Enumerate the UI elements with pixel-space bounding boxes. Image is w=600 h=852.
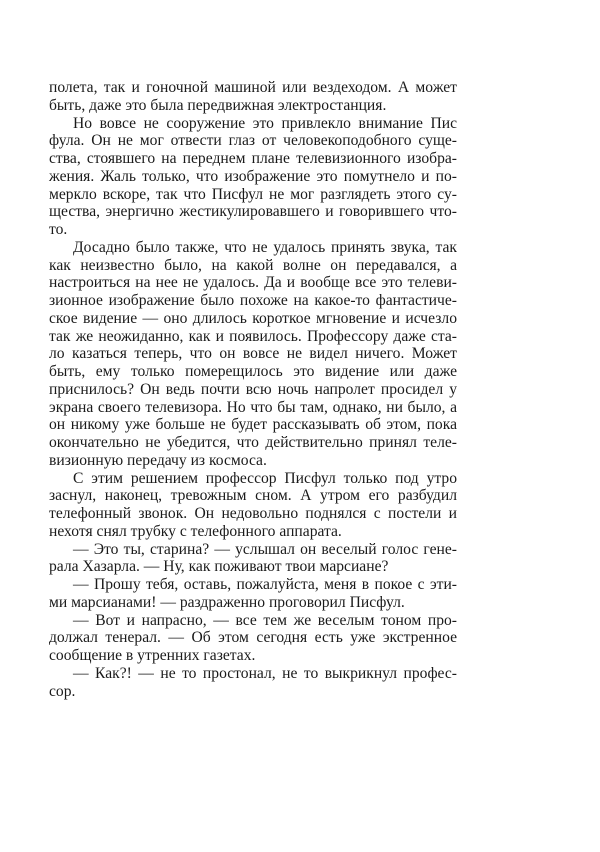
paragraph-first-line: — Это ты, старина? — услышал он веселый голос гене- [73,540,457,558]
text-line: нехотя снял трубку с телефонного аппарата. [49,522,342,540]
paragraph-first-line: — Прошу тебя, оставь, пожалуйста, меня в покое с эти- [73,576,457,593]
text-line: экрана своего телевизора. Но что бы там, однако, ни было, а [49,398,457,416]
text-line: ми марсианами! — раздраженно проговорил Писфул. [49,593,405,611]
text-line: настроиться на нее не удалось. Да и вообще все это телеви- [49,274,457,292]
text-line: он никому уже больше не будет рассказывать об этом, пока [49,416,457,434]
text-line: сор. [49,682,76,700]
paragraph-first-line: — Как?! — не то простонал, не то выкрикнул профес- [73,664,457,682]
text-line: окончательно не убедится, что действительно принял теле- [49,434,457,451]
text-line: ло казаться теперь, что он вовсе не видел ничего. Может [49,345,457,363]
text-line: телефонный звонок. Он недовольно поднялся с постели и [49,505,457,522]
text-line: так же неожиданно, как и появилось. Профессору даже ста- [49,327,457,345]
paragraph-first-line: Досадно было также, что не удалось принять звука, так [73,238,457,256]
text-line: приснилось? Он ведь почти всю ночь напролет просидел у [49,380,457,398]
text-line: рала Хазарла. — Ну, как поживают твои марсиане? [49,558,389,576]
paragraph-first-line: — Вот и напрасно, — все тем же веселым тоном про- [73,611,457,629]
text-line: зионное изображение было похоже на какое-то фантастиче- [49,292,457,309]
paragraph-first-line: С этим решением профессор Писфул только под утро [73,469,457,487]
book-page-text [49,79,457,700]
text-line: меркло вскоре, так что Писфул не мог разглядеть этого су- [49,185,457,203]
text-line: быть, даже это была передвижная электростанция. [49,96,387,114]
text-line: быть, ему только померещилось это видение или даже [49,363,457,380]
text-line: ское видение — оно длилось короткое мгновение и исчезло [49,309,457,327]
text-line: полета, так и гоночной машиной или вездеходом. А может [49,79,457,96]
text-line: как неизвестно было, на какой волне он передавался, а [49,256,457,274]
text-line: то. [49,221,68,238]
text-line: должал тенерал. — Об этом сегодня есть уже экстренное [49,629,457,647]
text-line: жения. Жаль только, что изображение это помутнело и по- [49,167,457,185]
paragraph-first-line: Но вовсе не сооружение это привлекло внимание Пис [73,114,457,132]
text-line: ства, стоявшего на переднем плане телевизионного изобра- [49,150,457,167]
text-line: сообщение в утренних газетах. [49,647,256,664]
text-line: фула. Он не мог отвести глаз от человекоподобного суще- [49,132,457,150]
text-line: визионную передачу из космоса. [49,451,267,469]
text-line: заснул, наконец, тревожным сном. А утром его разбудил [49,487,457,505]
text-line: щества, энергично жестикулировавшего и говорившего что- [49,203,457,221]
